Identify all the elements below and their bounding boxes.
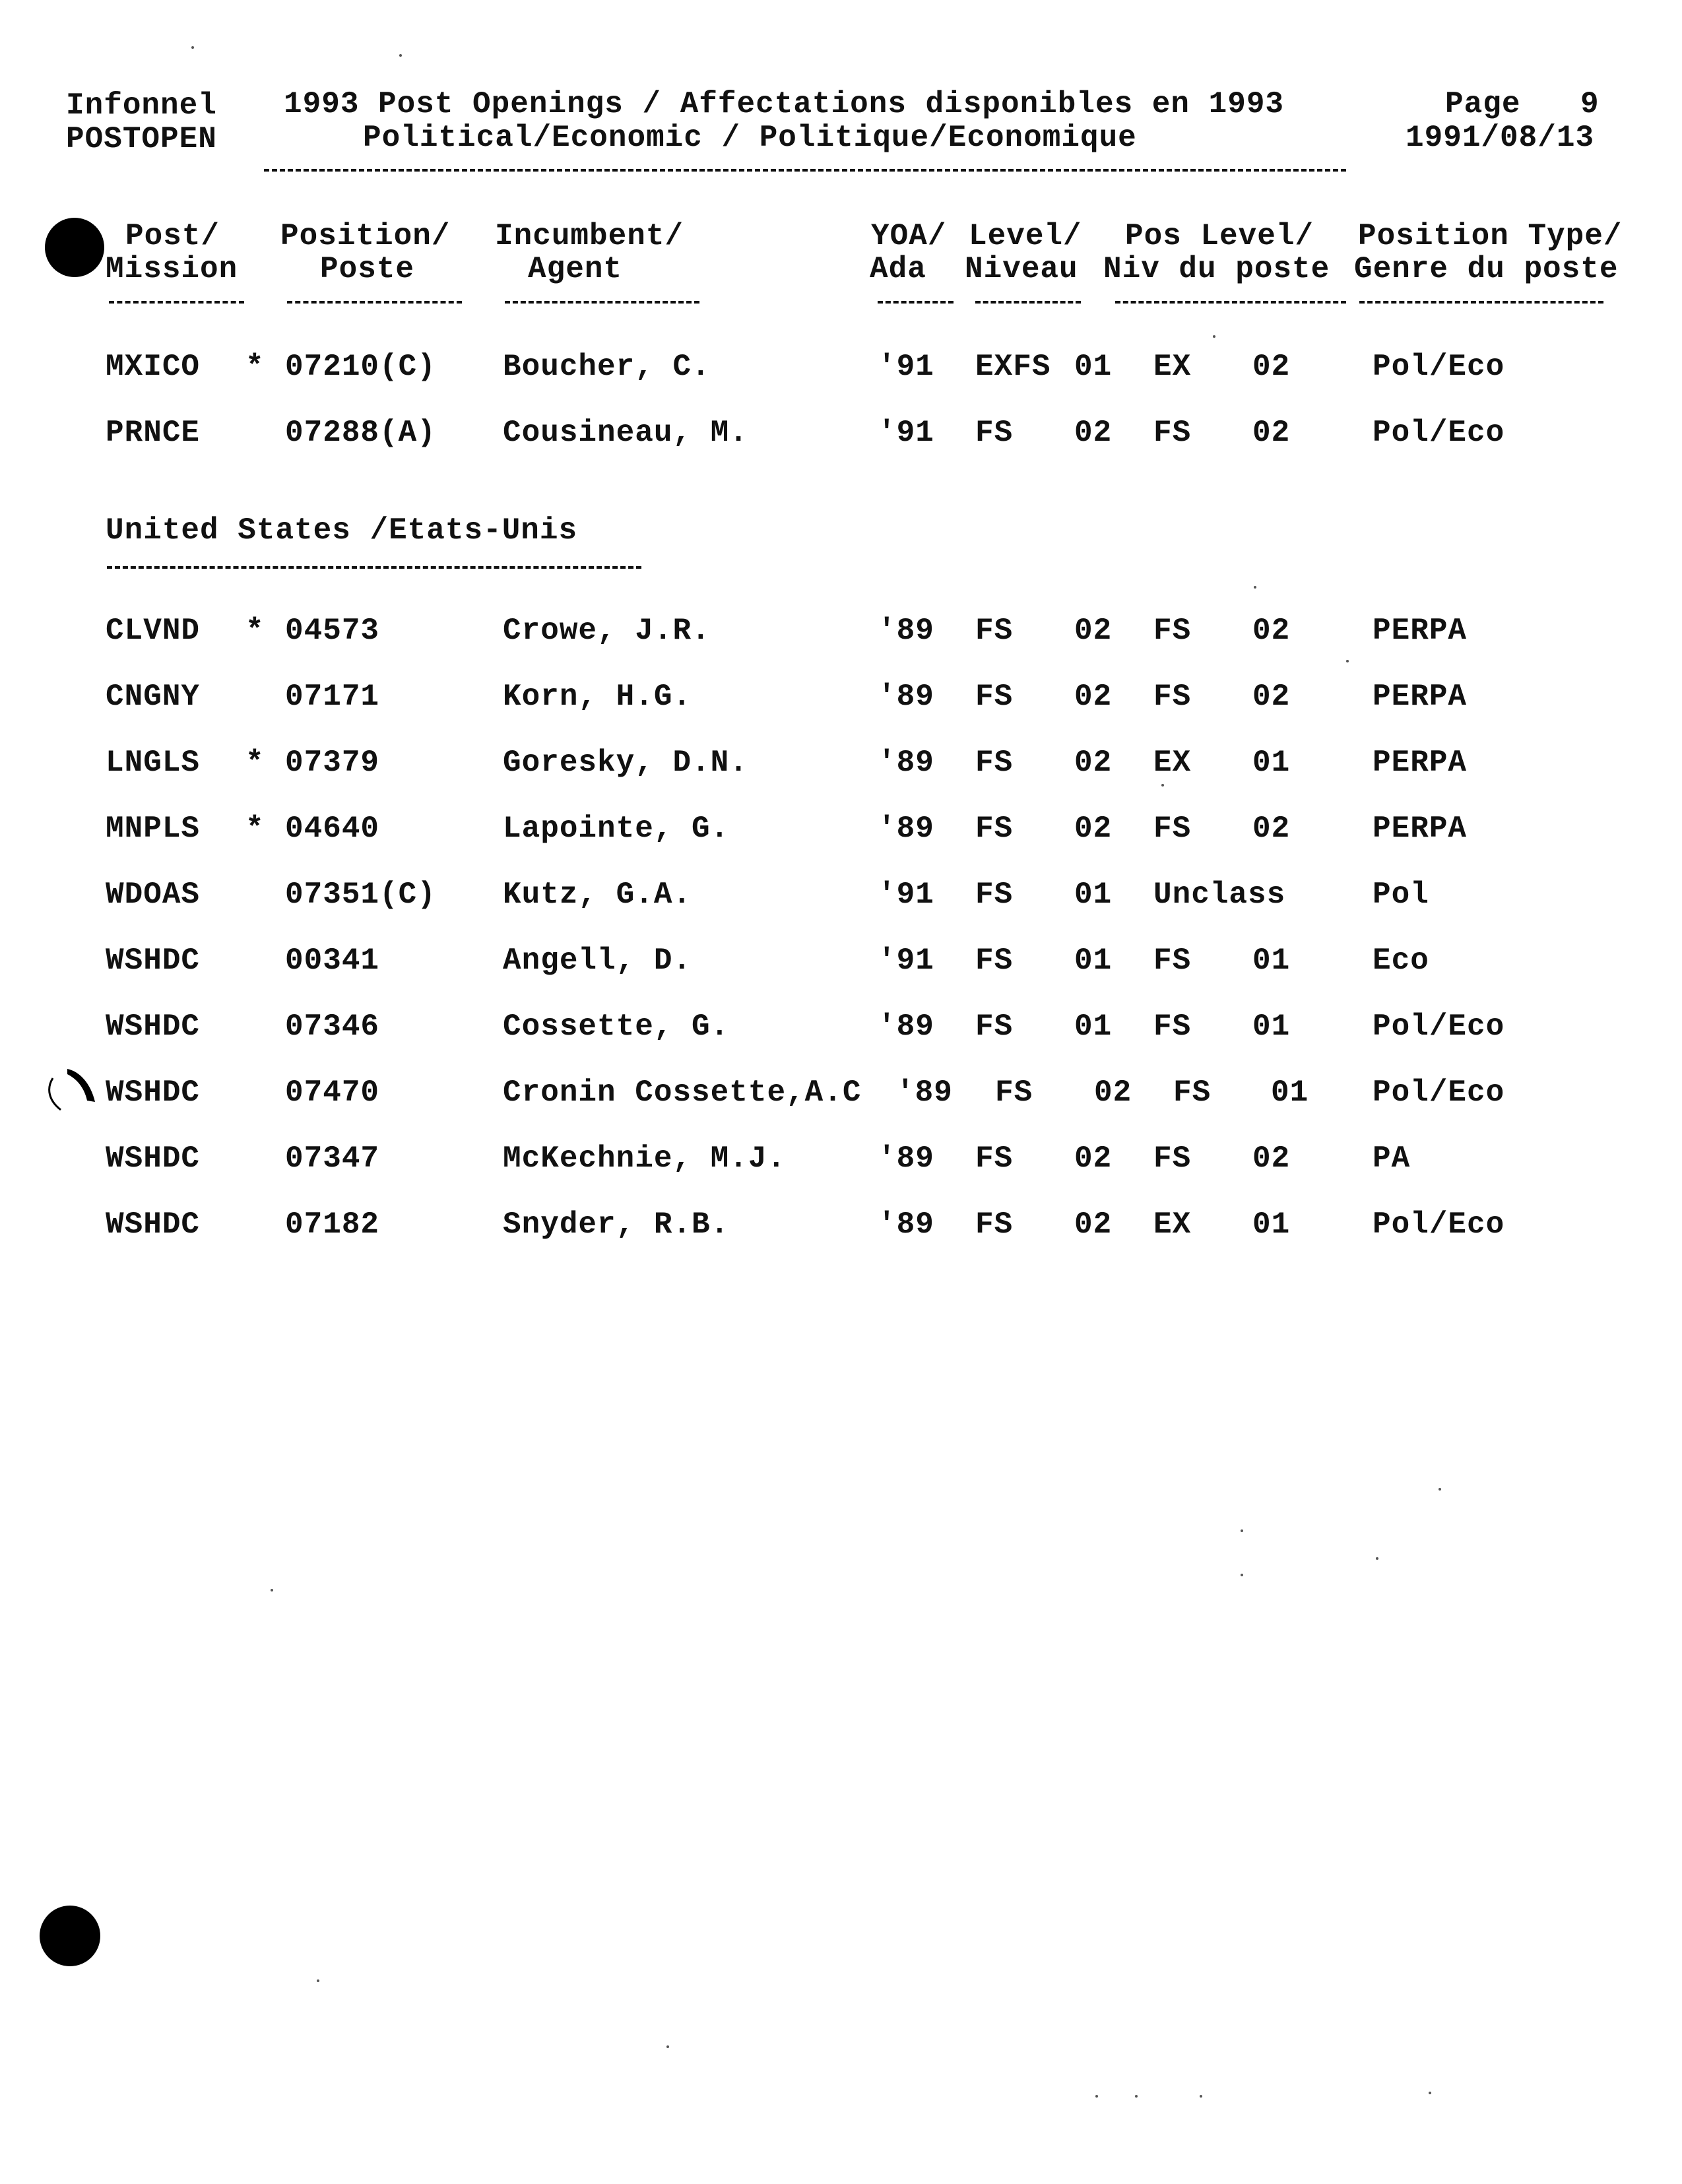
scan-speck — [1439, 1488, 1441, 1491]
cell-level: FS — [975, 812, 1014, 846]
col-incumbent-bottom: Agent — [528, 252, 623, 286]
cell-level-num: 01 — [1074, 878, 1113, 912]
cell-type: PA — [1373, 1141, 1411, 1176]
cell-yoa: '89 — [878, 1010, 934, 1044]
cell-pos-level: EX — [1153, 350, 1192, 384]
cell-level-num: 02 — [1074, 812, 1113, 846]
cell-level-num: 02 — [1074, 416, 1113, 450]
cell-level-num: 01 — [1074, 944, 1113, 978]
col-level-top: Level/ — [969, 219, 1082, 253]
scan-speck — [317, 1979, 319, 1982]
scan-speck — [399, 54, 402, 57]
col-type-top: Position Type/ — [1358, 219, 1623, 253]
cell-type: Pol/Eco — [1373, 1076, 1505, 1110]
cell-level-num: 02 — [1074, 680, 1113, 714]
report-code: POSTOPEN — [66, 122, 217, 156]
cell-position: 07171 — [285, 680, 380, 714]
cell-incumbent: Kutz, G.A. — [503, 878, 692, 912]
cell-position: 04573 — [285, 614, 380, 648]
cell-level: FS — [995, 1076, 1033, 1110]
cell-pos-level: FS — [1173, 1076, 1212, 1110]
cell-star: * — [245, 746, 265, 780]
cell-pos-level: EX — [1153, 1207, 1192, 1242]
report-title-line1: 1993 Post Openings / Affectations disponibles en 1993 — [284, 87, 1285, 121]
scan-speck — [191, 46, 194, 49]
cell-position: 07347 — [285, 1141, 380, 1176]
cell-post: WDOAS — [106, 878, 201, 912]
cell-pos-num: 01 — [1252, 1207, 1291, 1242]
cell-incumbent: Cronin Cossette,A.C — [503, 1076, 862, 1110]
cell-type: PERPA — [1373, 746, 1468, 780]
cell-incumbent: Boucher, C. — [503, 350, 711, 384]
margin-mark — [41, 1062, 107, 1115]
cell-post: CLVND — [106, 614, 201, 648]
cell-pos-level: FS — [1153, 1010, 1192, 1044]
cell-pos-level: EX — [1153, 746, 1192, 780]
cell-pos-level: FS — [1153, 416, 1192, 450]
cell-pos-level: FS — [1153, 614, 1192, 648]
cell-level-num: 02 — [1074, 1141, 1113, 1176]
scan-speck — [1095, 2095, 1098, 2098]
cell-incumbent: Korn, H.G. — [503, 680, 692, 714]
cell-type: Pol/Eco — [1373, 1010, 1505, 1044]
cell-type: PERPA — [1373, 812, 1468, 846]
cell-level: FS — [975, 1010, 1014, 1044]
cell-level: FS — [975, 680, 1014, 714]
page-label: Page — [1445, 87, 1521, 121]
cell-pos-num: 02 — [1252, 812, 1291, 846]
cell-yoa: '89 — [878, 1141, 934, 1176]
cell-post: MXICO — [106, 350, 201, 384]
cell-pos-level: FS — [1153, 944, 1192, 978]
cell-pos-num: 02 — [1252, 416, 1291, 450]
col-level-bottom: Niveau — [965, 252, 1078, 286]
cell-incumbent: Goresky, D.N. — [503, 746, 748, 780]
cell-position: 07346 — [285, 1010, 380, 1044]
cell-yoa: '91 — [878, 416, 934, 450]
col-post-top: Post/ — [125, 219, 220, 253]
cell-post: WSHDC — [106, 1141, 201, 1176]
cell-position: 07351(C) — [285, 878, 436, 912]
scan-speck — [1254, 586, 1256, 589]
scan-speck — [666, 2045, 669, 2048]
cell-level: FS — [975, 416, 1014, 450]
cell-pos-num: 02 — [1252, 614, 1291, 648]
cell-type: PERPA — [1373, 680, 1468, 714]
cell-type: Eco — [1373, 944, 1429, 978]
col-yoa-rule — [878, 301, 954, 304]
cell-yoa: '89 — [878, 680, 934, 714]
cell-position: 04640 — [285, 812, 380, 846]
col-poslevel-top: Pos Level/ — [1125, 219, 1314, 253]
report-title-line2: Political/Economic / Politique/Economique — [363, 121, 1137, 155]
scan-speck — [1200, 2095, 1202, 2098]
cell-type: Pol/Eco — [1373, 416, 1505, 450]
cell-position: 00341 — [285, 944, 380, 978]
cell-pos-num: 02 — [1252, 680, 1291, 714]
cell-level-num: 02 — [1074, 746, 1113, 780]
cell-yoa: '89 — [878, 1207, 934, 1242]
header-rule — [264, 169, 1346, 172]
cell-level: FS — [975, 746, 1014, 780]
cell-star: * — [245, 812, 265, 846]
col-incumbent-top: Incumbent/ — [495, 219, 684, 253]
cell-star: * — [245, 614, 265, 648]
col-yoa-bottom: Ada — [870, 252, 926, 286]
cell-level-num: 02 — [1074, 1207, 1113, 1242]
cell-yoa: '89 — [896, 1076, 953, 1110]
scan-speck — [271, 1589, 273, 1591]
cell-post: WSHDC — [106, 1010, 201, 1044]
cell-post: LNGLS — [106, 746, 201, 780]
cell-incumbent: Cousineau, M. — [503, 416, 748, 450]
punch-hole-bottom — [40, 1906, 100, 1966]
cell-level-num: 01 — [1074, 1010, 1113, 1044]
cell-pos-level: FS — [1153, 680, 1192, 714]
col-poslevel-bottom: Niv du poste — [1103, 252, 1330, 286]
cell-level: EXFS — [975, 350, 1051, 384]
cell-level: FS — [975, 878, 1014, 912]
scan-speck — [1376, 1557, 1378, 1560]
cell-incumbent: Cossette, G. — [503, 1010, 730, 1044]
cell-position: 07210(C) — [285, 350, 436, 384]
cell-type: Pol/Eco — [1373, 350, 1505, 384]
col-poslevel-rule — [1115, 301, 1346, 304]
scan-speck — [1135, 2095, 1138, 2098]
col-level-rule — [975, 301, 1081, 304]
cell-pos-num: 02 — [1252, 1141, 1291, 1176]
cell-yoa: '91 — [878, 350, 934, 384]
cell-star: * — [245, 350, 265, 384]
cell-post: PRNCE — [106, 416, 201, 450]
cell-post: WSHDC — [106, 1207, 201, 1242]
col-yoa-top: YOA/ — [871, 219, 947, 253]
cell-incumbent: Angell, D. — [503, 944, 692, 978]
col-position-bottom: Poste — [320, 252, 415, 286]
scan-speck — [1346, 660, 1349, 662]
cell-position: 07379 — [285, 746, 380, 780]
cell-post: CNGNY — [106, 680, 201, 714]
cell-post: WSHDC — [106, 944, 201, 978]
col-post-bottom: Mission — [106, 252, 238, 286]
cell-incumbent: Lapointe, G. — [503, 812, 730, 846]
col-position-rule — [287, 301, 462, 304]
section-heading-rule — [107, 566, 641, 569]
cell-level: FS — [975, 614, 1014, 648]
cell-type: PERPA — [1373, 614, 1468, 648]
cell-pos-level: FS — [1153, 812, 1192, 846]
punch-hole-top — [45, 218, 104, 277]
page-number: 9 — [1580, 87, 1600, 121]
scan-speck — [1213, 335, 1215, 338]
cell-type: Pol/Eco — [1373, 1207, 1505, 1242]
scan-speck — [1161, 784, 1164, 787]
cell-level-num: 02 — [1074, 614, 1113, 648]
cell-pos-level: FS — [1153, 1141, 1192, 1176]
col-post-rule — [109, 301, 244, 304]
cell-post: MNPLS — [106, 812, 201, 846]
cell-yoa: '91 — [878, 944, 934, 978]
cell-level: FS — [975, 1207, 1014, 1242]
cell-position: 07470 — [285, 1076, 380, 1110]
col-incumbent-rule — [505, 301, 699, 304]
cell-post: WSHDC — [106, 1076, 201, 1110]
cell-yoa: '91 — [878, 878, 934, 912]
cell-level-num: 02 — [1094, 1076, 1132, 1110]
cell-incumbent: Snyder, R.B. — [503, 1207, 730, 1242]
cell-level: FS — [975, 944, 1014, 978]
cell-pos-num: 01 — [1271, 1076, 1309, 1110]
cell-pos-num: 02 — [1252, 350, 1291, 384]
cell-yoa: '89 — [878, 812, 934, 846]
cell-incumbent: Crowe, J.R. — [503, 614, 711, 648]
col-position-top: Position/ — [280, 219, 451, 253]
section-heading-us: United States /Etats-Unis — [106, 513, 578, 548]
report-date: 1991/08/13 — [1406, 121, 1595, 155]
cell-level-num: 01 — [1074, 350, 1113, 384]
cell-yoa: '89 — [878, 614, 934, 648]
cell-incumbent: McKechnie, M.J. — [503, 1141, 787, 1176]
scan-speck — [1429, 2092, 1431, 2094]
cell-yoa: '89 — [878, 746, 934, 780]
cell-level: FS — [975, 1141, 1014, 1176]
cell-pos-num: 01 — [1252, 746, 1291, 780]
cell-pos-num: 01 — [1252, 944, 1291, 978]
cell-position: 07288(A) — [285, 416, 436, 450]
cell-pos-num: 01 — [1252, 1010, 1291, 1044]
col-type-rule — [1359, 301, 1603, 304]
system-name: Infonnel — [66, 88, 217, 123]
cell-pos-level: Unclass — [1153, 878, 1286, 912]
scan-speck — [1241, 1574, 1243, 1576]
cell-type: Pol — [1373, 878, 1429, 912]
scan-speck — [1241, 1529, 1243, 1532]
col-type-bottom: Genre du poste — [1354, 252, 1619, 286]
cell-position: 07182 — [285, 1207, 380, 1242]
